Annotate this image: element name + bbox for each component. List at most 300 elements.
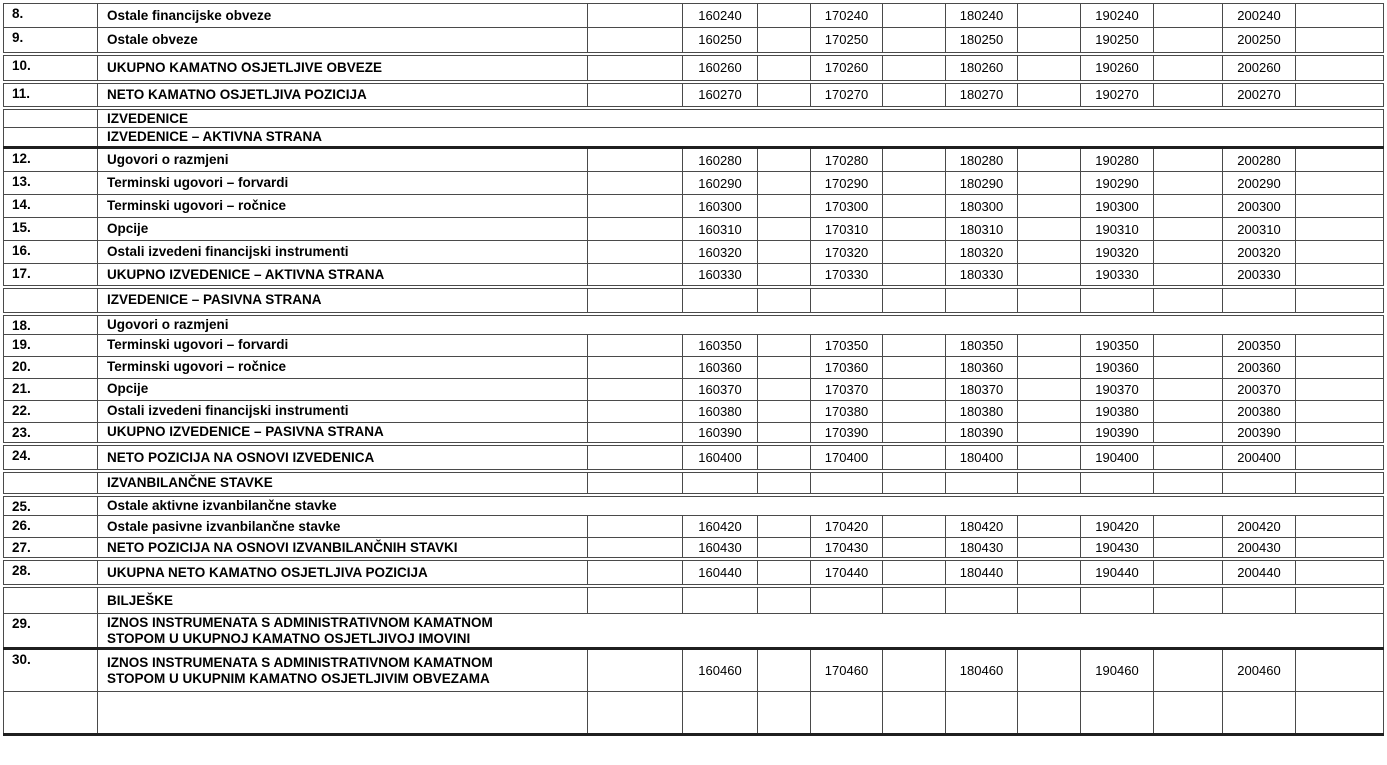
row-label: NETO POZICIJA NA OSNOVI IZVANBILANČNIH STAVKI — [98, 537, 588, 559]
value-cell — [1154, 241, 1223, 264]
value-cell — [588, 537, 683, 559]
value-cell — [758, 241, 811, 264]
row-number: 26. — [4, 515, 98, 537]
value-cell — [758, 559, 811, 586]
value-cell — [1154, 4, 1223, 28]
code-cell: 180370 — [946, 378, 1018, 400]
code-cell: 190400 — [1081, 444, 1154, 471]
value-cell — [1296, 28, 1384, 54]
table-row — [4, 28, 1384, 54]
code-cell: 200460 — [1223, 649, 1296, 692]
value-cell — [883, 378, 946, 400]
value-cell — [1018, 692, 1081, 735]
row-label: UKUPNO IZVEDENICE – PASIVNA STRANA — [98, 422, 588, 444]
value-cell — [1018, 649, 1081, 692]
value-cell — [1018, 195, 1081, 218]
value-cell — [883, 422, 946, 444]
value-cell — [1154, 54, 1223, 82]
value-cell — [1154, 515, 1223, 537]
row-number — [4, 287, 98, 314]
value-cell — [883, 692, 946, 735]
section-label: IZNOS INSTRUMENATA S ADMINISTRATIVNOM KAMATNOM STOPOM U UKUPNOJ KAMATNO OSJETLJIVOJ IMOVINI — [98, 613, 1384, 648]
row-label: Ostale pasivne izvanbilančne stavke — [98, 515, 588, 537]
row-number — [4, 471, 98, 495]
value-cell — [588, 195, 683, 218]
section-row — [4, 314, 1384, 334]
code-cell: 190310 — [1081, 218, 1154, 241]
value-cell — [1296, 195, 1384, 218]
value-cell — [588, 218, 683, 241]
value-cell — [758, 287, 811, 314]
code-cell: 160430 — [683, 537, 758, 559]
value-cell — [1018, 559, 1081, 586]
code-cell: 200430 — [1223, 537, 1296, 559]
value-cell — [1018, 287, 1081, 314]
value-cell — [1296, 264, 1384, 287]
value-cell — [758, 649, 811, 692]
value-cell — [883, 172, 946, 195]
code-cell — [683, 692, 758, 735]
row-number: 23. — [4, 422, 98, 444]
row-number: 16. — [4, 241, 98, 264]
value-cell — [588, 444, 683, 471]
code-cell: 160350 — [683, 334, 758, 356]
code-cell — [683, 471, 758, 495]
value-cell — [1296, 515, 1384, 537]
code-cell: 200360 — [1223, 356, 1296, 378]
code-cell: 170280 — [811, 148, 883, 172]
row-label: IZVEDENICE – PASIVNA STRANA — [98, 287, 588, 314]
code-cell: 200400 — [1223, 444, 1296, 471]
table-row-total — [4, 287, 1384, 314]
value-cell — [883, 586, 946, 613]
code-cell: 190290 — [1081, 172, 1154, 195]
value-cell — [1018, 586, 1081, 613]
code-cell: 180320 — [946, 241, 1018, 264]
code-cell: 180270 — [946, 82, 1018, 108]
value-cell — [758, 586, 811, 613]
value-cell — [883, 264, 946, 287]
code-cell: 170260 — [811, 54, 883, 82]
code-cell: 160260 — [683, 54, 758, 82]
value-cell — [588, 54, 683, 82]
table-row — [4, 195, 1384, 218]
code-cell: 180430 — [946, 537, 1018, 559]
value-cell — [1154, 356, 1223, 378]
table-row-total — [4, 586, 1384, 613]
code-cell: 180380 — [946, 400, 1018, 422]
row-label: UKUPNO KAMATNO OSJETLJIVE OBVEZE — [98, 54, 588, 82]
value-cell — [1154, 264, 1223, 287]
value-cell — [1018, 54, 1081, 82]
code-cell: 160240 — [683, 4, 758, 28]
code-cell: 200330 — [1223, 264, 1296, 287]
code-cell: 170390 — [811, 422, 883, 444]
code-cell: 160300 — [683, 195, 758, 218]
table-row — [4, 422, 1384, 444]
value-cell — [758, 334, 811, 356]
value-cell — [1154, 172, 1223, 195]
code-cell: 170400 — [811, 444, 883, 471]
code-cell: 160270 — [683, 82, 758, 108]
code-cell: 170380 — [811, 400, 883, 422]
value-cell — [588, 559, 683, 586]
value-cell — [883, 287, 946, 314]
value-cell — [758, 218, 811, 241]
table-row — [4, 241, 1384, 264]
code-cell: 160460 — [683, 649, 758, 692]
table-row — [4, 537, 1384, 559]
code-cell — [946, 586, 1018, 613]
value-cell — [758, 444, 811, 471]
value-cell — [1018, 515, 1081, 537]
value-cell — [1296, 649, 1384, 692]
row-number: 20. — [4, 356, 98, 378]
value-cell — [1018, 218, 1081, 241]
code-cell: 180390 — [946, 422, 1018, 444]
row-label: Opcije — [98, 378, 588, 400]
value-cell — [1018, 241, 1081, 264]
code-cell: 170320 — [811, 241, 883, 264]
code-cell: 180440 — [946, 559, 1018, 586]
table-row — [4, 4, 1384, 28]
code-cell: 170350 — [811, 334, 883, 356]
row-number: 8. — [4, 4, 98, 28]
code-cell: 180420 — [946, 515, 1018, 537]
code-cell: 200420 — [1223, 515, 1296, 537]
code-cell — [1223, 471, 1296, 495]
code-cell — [683, 586, 758, 613]
value-cell — [758, 537, 811, 559]
row-number: 19. — [4, 334, 98, 356]
interest-rate-sensitivity-form-table — [3, 3, 1384, 736]
value-cell — [1154, 471, 1223, 495]
value-cell — [588, 334, 683, 356]
code-cell: 190440 — [1081, 559, 1154, 586]
value-cell — [883, 649, 946, 692]
code-cell: 180460 — [946, 649, 1018, 692]
code-cell: 190280 — [1081, 148, 1154, 172]
value-cell — [1296, 172, 1384, 195]
code-cell: 190300 — [1081, 195, 1154, 218]
value-cell — [1154, 28, 1223, 54]
value-cell — [588, 471, 683, 495]
section-row — [4, 128, 1384, 148]
code-cell: 160370 — [683, 378, 758, 400]
code-cell: 190460 — [1081, 649, 1154, 692]
value-cell — [588, 692, 683, 735]
code-cell — [1223, 287, 1296, 314]
row-label: Ostale obveze — [98, 28, 588, 54]
value-cell — [1154, 692, 1223, 735]
value-cell — [1018, 334, 1081, 356]
code-cell: 160330 — [683, 264, 758, 287]
row-number: 11. — [4, 82, 98, 108]
value-cell — [883, 54, 946, 82]
value-cell — [588, 378, 683, 400]
table-row — [4, 172, 1384, 195]
value-cell — [1296, 356, 1384, 378]
table-row-note — [4, 692, 1384, 735]
row-label: Ostali izvedeni financijski instrumenti — [98, 241, 588, 264]
value-cell — [588, 264, 683, 287]
row-label: Terminski ugovori – forvardi — [98, 172, 588, 195]
value-cell — [1154, 444, 1223, 471]
code-cell: 160280 — [683, 148, 758, 172]
value-cell — [1296, 586, 1384, 613]
code-cell: 180360 — [946, 356, 1018, 378]
value-cell — [588, 148, 683, 172]
code-cell: 160360 — [683, 356, 758, 378]
row-number — [4, 128, 98, 148]
code-cell: 170440 — [811, 559, 883, 586]
code-cell: 200280 — [1223, 148, 1296, 172]
row-number: 24. — [4, 444, 98, 471]
section-label: IZVEDENICE – AKTIVNA STRANA — [98, 128, 1384, 148]
value-cell — [1018, 422, 1081, 444]
row-number: 10. — [4, 54, 98, 82]
code-cell: 190380 — [1081, 400, 1154, 422]
table-row-total — [4, 559, 1384, 586]
value-cell — [1018, 264, 1081, 287]
code-cell: 180300 — [946, 195, 1018, 218]
value-cell — [1018, 4, 1081, 28]
code-cell: 180280 — [946, 148, 1018, 172]
value-cell — [1296, 334, 1384, 356]
code-cell: 190350 — [1081, 334, 1154, 356]
code-cell: 200240 — [1223, 4, 1296, 28]
value-cell — [758, 172, 811, 195]
value-cell — [588, 172, 683, 195]
code-cell: 160310 — [683, 218, 758, 241]
table-row — [4, 218, 1384, 241]
row-number: 29. — [4, 613, 98, 648]
code-cell: 170330 — [811, 264, 883, 287]
value-cell — [883, 356, 946, 378]
value-cell — [1154, 287, 1223, 314]
value-cell — [588, 287, 683, 314]
value-cell — [883, 400, 946, 422]
code-cell: 200440 — [1223, 559, 1296, 586]
code-cell: 180260 — [946, 54, 1018, 82]
row-number: 18. — [4, 314, 98, 334]
code-cell: 200300 — [1223, 195, 1296, 218]
value-cell — [1018, 28, 1081, 54]
value-cell — [1296, 444, 1384, 471]
table-row-total — [4, 82, 1384, 108]
table-row — [4, 334, 1384, 356]
value-cell — [1154, 586, 1223, 613]
code-cell: 200290 — [1223, 172, 1296, 195]
value-cell — [758, 356, 811, 378]
code-cell — [946, 692, 1018, 735]
row-number: 12. — [4, 148, 98, 172]
value-cell — [758, 195, 811, 218]
section-row — [4, 495, 1384, 515]
code-cell: 170310 — [811, 218, 883, 241]
table-row-total — [4, 54, 1384, 82]
value-cell — [588, 356, 683, 378]
row-label: IZNOS INSTRUMENATA S ADMINISTRATIVNOM KAMATNOM STOPOM U UKUPNIM KAMATNO OSJETLJIVIM OBVEZAMA — [98, 649, 588, 692]
code-cell: 160290 — [683, 172, 758, 195]
value-cell — [588, 28, 683, 54]
code-cell: 190390 — [1081, 422, 1154, 444]
value-cell — [758, 422, 811, 444]
row-label: Ugovori o razmjeni — [98, 148, 588, 172]
value-cell — [1296, 4, 1384, 28]
value-cell — [1296, 471, 1384, 495]
code-cell: 160390 — [683, 422, 758, 444]
code-cell — [811, 287, 883, 314]
value-cell — [588, 586, 683, 613]
value-cell — [1154, 400, 1223, 422]
value-cell — [1018, 172, 1081, 195]
code-cell: 170270 — [811, 82, 883, 108]
code-cell: 200270 — [1223, 82, 1296, 108]
code-cell — [1223, 586, 1296, 613]
value-cell — [758, 264, 811, 287]
code-cell: 170420 — [811, 515, 883, 537]
code-cell: 200370 — [1223, 378, 1296, 400]
value-cell — [588, 422, 683, 444]
code-cell — [683, 287, 758, 314]
value-cell — [1018, 82, 1081, 108]
code-cell: 170250 — [811, 28, 883, 54]
row-label: IZVANBILANČNE STAVKE — [98, 471, 588, 495]
value-cell — [758, 28, 811, 54]
value-cell — [1296, 692, 1384, 735]
value-cell — [1154, 378, 1223, 400]
code-cell: 190240 — [1081, 4, 1154, 28]
code-cell: 160380 — [683, 400, 758, 422]
code-cell — [946, 471, 1018, 495]
row-number: 22. — [4, 400, 98, 422]
table-row — [4, 515, 1384, 537]
value-cell — [588, 400, 683, 422]
code-cell: 190430 — [1081, 537, 1154, 559]
code-cell: 200310 — [1223, 218, 1296, 241]
code-cell: 180250 — [946, 28, 1018, 54]
row-number: 30. — [4, 649, 98, 692]
value-cell — [883, 334, 946, 356]
value-cell — [1296, 400, 1384, 422]
value-cell — [883, 559, 946, 586]
code-cell: 190420 — [1081, 515, 1154, 537]
table-row-total — [4, 444, 1384, 471]
row-label: UKUPNA NETO KAMATNO OSJETLJIVA POZICIJA — [98, 559, 588, 586]
value-cell — [1296, 378, 1384, 400]
table-row — [4, 378, 1384, 400]
table-row — [4, 400, 1384, 422]
code-cell: 190250 — [1081, 28, 1154, 54]
value-cell — [1296, 148, 1384, 172]
code-cell: 160440 — [683, 559, 758, 586]
code-cell: 170300 — [811, 195, 883, 218]
code-cell: 170360 — [811, 356, 883, 378]
row-label: BILJEŠKE — [98, 586, 588, 613]
code-cell: 160320 — [683, 241, 758, 264]
value-cell — [1296, 537, 1384, 559]
code-cell — [1081, 471, 1154, 495]
value-cell — [883, 195, 946, 218]
value-cell — [883, 471, 946, 495]
value-cell — [883, 82, 946, 108]
table-row-total — [4, 471, 1384, 495]
row-label: NETO POZICIJA NA OSNOVI IZVEDENICA — [98, 444, 588, 471]
code-cell: 180290 — [946, 172, 1018, 195]
row-number: 15. — [4, 218, 98, 241]
row-number — [4, 692, 98, 735]
value-cell — [1296, 422, 1384, 444]
code-cell: 200350 — [1223, 334, 1296, 356]
code-cell: 190270 — [1081, 82, 1154, 108]
value-cell — [883, 148, 946, 172]
row-number: 9. — [4, 28, 98, 54]
row-label: Terminski ugovori – forvardi — [98, 334, 588, 356]
code-cell — [811, 471, 883, 495]
value-cell — [883, 218, 946, 241]
code-cell — [811, 692, 883, 735]
value-cell — [758, 54, 811, 82]
section-label: Ostale aktivne izvanbilančne stavke — [98, 495, 1384, 515]
table-row — [4, 264, 1384, 287]
row-number: 25. — [4, 495, 98, 515]
code-cell: 160400 — [683, 444, 758, 471]
row-number: 14. — [4, 195, 98, 218]
value-cell — [588, 649, 683, 692]
code-cell: 170240 — [811, 4, 883, 28]
row-number: 13. — [4, 172, 98, 195]
table-row-note — [4, 649, 1384, 692]
value-cell — [758, 82, 811, 108]
code-cell: 190320 — [1081, 241, 1154, 264]
value-cell — [1154, 649, 1223, 692]
value-cell — [1296, 559, 1384, 586]
code-cell: 180240 — [946, 4, 1018, 28]
row-label: Opcije — [98, 218, 588, 241]
code-cell: 180400 — [946, 444, 1018, 471]
value-cell — [588, 515, 683, 537]
value-cell — [1154, 334, 1223, 356]
code-cell: 180350 — [946, 334, 1018, 356]
code-cell: 200260 — [1223, 54, 1296, 82]
value-cell — [1154, 148, 1223, 172]
value-cell — [1154, 82, 1223, 108]
code-cell: 170370 — [811, 378, 883, 400]
value-cell — [1296, 241, 1384, 264]
row-number: 17. — [4, 264, 98, 287]
code-cell: 200380 — [1223, 400, 1296, 422]
value-cell — [758, 471, 811, 495]
value-cell — [758, 378, 811, 400]
row-label: Terminski ugovori – ročnice — [98, 356, 588, 378]
value-cell — [588, 82, 683, 108]
code-cell: 190330 — [1081, 264, 1154, 287]
value-cell — [1296, 54, 1384, 82]
code-cell: 170290 — [811, 172, 883, 195]
value-cell — [883, 537, 946, 559]
value-cell — [758, 692, 811, 735]
value-cell — [588, 4, 683, 28]
table-row — [4, 148, 1384, 172]
code-cell: 190260 — [1081, 54, 1154, 82]
value-cell — [1018, 444, 1081, 471]
value-cell — [1154, 537, 1223, 559]
section-row — [4, 108, 1384, 128]
row-label: NETO KAMATNO OSJETLJIVA POZICIJA — [98, 82, 588, 108]
row-number: 27. — [4, 537, 98, 559]
value-cell — [1154, 559, 1223, 586]
